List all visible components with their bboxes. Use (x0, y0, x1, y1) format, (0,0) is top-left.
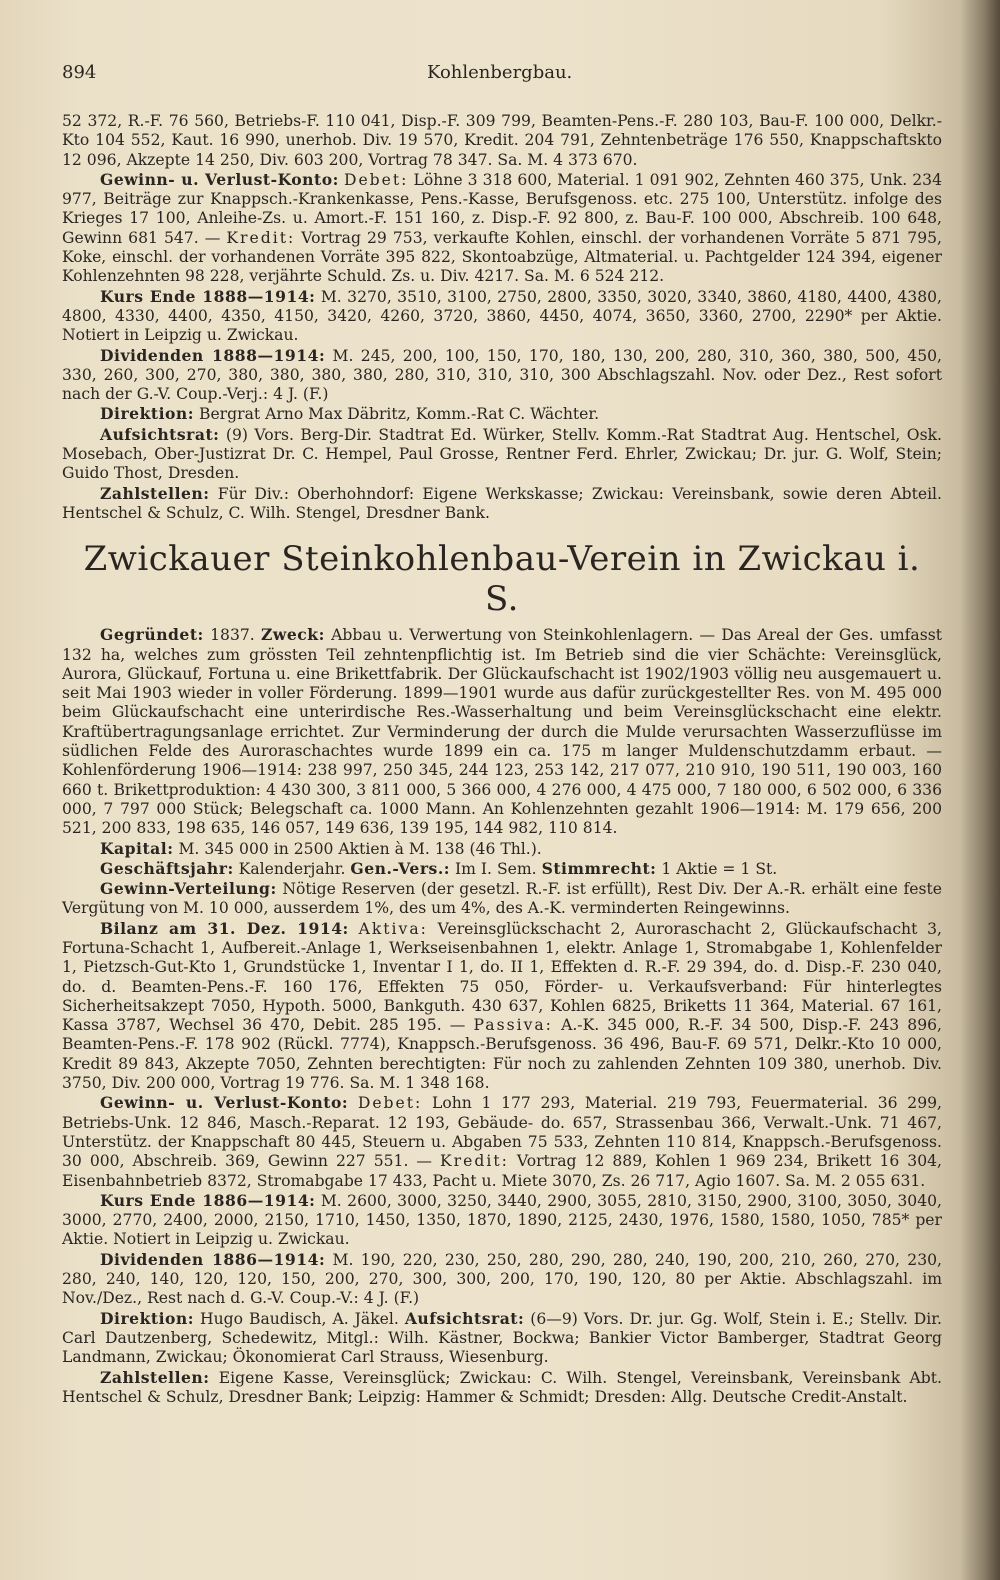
gvk-label: Gewinn- u. Verlust-Konto: (100, 1093, 349, 1113)
kurs-label: Kurs Ende 1886—1914: (100, 1190, 316, 1210)
gewinn-verteilung-label: Gewinn-Verteilung: (100, 879, 277, 899)
prev-gv-kredit: Kredit: (226, 228, 296, 247)
company-gewinn-verlust (62, 1093, 942, 1190)
page-content (62, 112, 942, 1407)
prev-ar-text: (9) Vors. Berg-Dir. Stadtrat Ed. Würker, Stellv. Komm.-Rat Stadtrat Aug. Hentschel, Osk. Mosebach, Ober-Justizrat Dr. C. Hempel, Paul Grosse, Rentner Ferd. Ehrler, Zwickau; Dr. jur. G. Wolf, Stein; Guido Thost, Dresden. (62, 425, 942, 483)
prev-kurs (62, 287, 942, 346)
prev-gv-debet: Debet: (343, 170, 409, 189)
prev-gv-label: Gewinn- u. Verlust-Konto: (100, 169, 339, 189)
stimmrecht-text: 1 Aktie = 1 St. (661, 859, 778, 878)
company-direktion (62, 1309, 942, 1368)
dividenden-label: Dividenden 1886—1914: (100, 1249, 326, 1269)
company-bilanz (62, 919, 942, 1094)
gen-vers-label: Gen.-Vers.: (350, 858, 451, 878)
bilanz-passiva-label: Passiva: (473, 1016, 553, 1035)
bilanz-aktiva-label: Aktiva: (358, 919, 428, 938)
prev-balance-continuation (62, 112, 942, 170)
prev-gv-text2: Vortrag 29 753, verkaufte Kohlen, einschl. der vorhandenen Vorräte 5 871 795, Koke, einschl. der vorhandenen Vorräte 395 822, Skontoabzüge, Altmaterial. u. Pachtgelder 124 394, eigener Kohlenzehnten 98 228, verjährte Schuld. Zs. u. Div. 4217. Sa. M. 6 524 212. (62, 228, 942, 286)
page-number: 894 (62, 62, 97, 83)
prev-zs-text: Für Div.: Oberhohndorf: Eigene Werkskasse; Zwickau: Vereinsbank, sowie deren Abteil. Hentschel & Schulz, C. Wilh. Stengel, Dresdner Bank. (62, 484, 942, 522)
prev-dir-text: Bergrat Arno Max Däbritz, Komm.-Rat C. Wächter. (198, 405, 600, 424)
kurs-text: M. 2600, 3000, 3250, 3440, 2900, 3055, 2810, 3150, 2900, 3100, 3050, 3040, 3000, 2770, 2400, 2000, 2150, 1710, 1450, 1350, 1870, 1890, 2125, 2430, 1976, 1580, 1580, 1050, 785* per Aktie. Notiert in Leipzig u. Zwickau. (62, 1191, 942, 1249)
zweck-text: Abbau u. Verwertung von Steinkohlenlagern. — Das Areal der Ges. umfasst 132 ha, welches zum grössten Teil zehntenpflichtig ist. Im Betrieb sind die vier Schächte: Vereinsglück, Aurora, Glückauf, Fortuna u. eine Brikettfabrik. Der Glückaufschacht ist 1902/1903 völlig neu ausgemauert u. seit Mai 1903 wieder in voller Förderung. 1899—1901 wurde aus dafür zurückgestellter Res. von M. 495 000 beim Glückaufschacht eine unterirdische Res.-Wasserhaltung und beim Vereinsglückschacht eine elektr. Kraftübertragungsanlage errichtet. Zur Verminderung der durch die Mulde verursachten Wasserzuflüsse im südlichen Felde des Auroraschachtes wurde 1899 ein ca. 175 m langer Muldenschutzdamm erbaut. — Kohlenförderung 1906—1914: 238 997, 250 345, 244 123, 253 142, 217 077, 210 910, 190 511, 190 003, 160 660 t. Brikettproduktion: 4 430 300, 3 811 000, 5 366 000, 4 276 000, 4 475 000, 7 180 000, 6 502 000, 6 336 000, 7 797 000 Stück; Belegschaft ca. 1000 Mann. An Kohlenzehnten gezahlt 1906—1914: M. 179 656, 200 521, 200 833, 198 635, 146 057, 149 636, 139 195, 144 982, 110 814. (62, 626, 942, 838)
company-zahlstellen (62, 1368, 942, 1408)
company-zweck (62, 625, 942, 838)
prev-gv-text1: Löhne 3 318 600, Material. 1 091 902, Zehnten 460 375, Unk. 234 977, Beiträge zur Knappsch.-Krankenkasse, Pens.-Kasse, Berufsgenoss. etc. 275 100, Unterstütz. infolge des Krieges 17 100, Anleihe-Zs. u. Amort.-F. 151 160, z. Disp.-F. 92 800, z. Bau-F. 100 000, Abschreib. 100 648, Gewinn 681 547. — (62, 170, 942, 247)
direktion-text: Hugo Baudisch, A. Jäkel. (200, 1309, 399, 1328)
gegruendet-label: Gegründet: (100, 625, 204, 645)
geschaeftsjahr-label: Geschäftsjahr: (100, 858, 234, 878)
gewinn-verteilung-text: Nötige Reserven (der gesetzl. R.-F. ist erfüllt), Rest Div. Der A.-R. erhält eine feste Vergütung von M. 10 000, ausserdem 1%, des um 4%, des A.-K. verminderten Reingewinns. (62, 880, 942, 918)
prev-aufsichtsrat (62, 425, 942, 484)
prev-zahlstellen (62, 484, 942, 524)
gegruendet-year: 1837. (210, 626, 255, 645)
prev-dividenden (62, 346, 942, 405)
prev-dir-label: Direktion: (100, 404, 195, 424)
direktion-label: Direktion: (100, 1308, 195, 1328)
gvk-kredit-label: Kredit: (440, 1152, 509, 1171)
stimmrecht-label: Stimmrecht: (541, 858, 657, 878)
gvk-debet-text: Lohn 1 177 293, Material. 219 793, Feuermaterial. 36 299, Betriebs-Unk. 12 846, Masch.-Reparat. 12 193, Gebäude- do. 657, Strassenbau 366, Verwalt.-Unk. 71 467, Unterstütz. der Knappschaft 80 445, Steuern u. Abgaben 75 533, Zehnten 110 814, Knappsch.-Berufsgenoss. 30 000, Abschreib. 369, Gewinn 227 551. — (62, 1094, 943, 1171)
bilanz-aktiva-text: Vereinsglückschacht 2, Auroraschacht 2, Glückaufschacht 3, Fortuna-Schacht 1, Aufbereit.-Anlage 1, Werkseisenbahnen 1, elektr. Anlage 1, Stromabgabe 1, Kohlenfelder 1, Pietzsch-Gut-Kto 1, Grundstücke 1, Inventar I 1, do. II 1, Effekten d. R.-F. 29 394, do. d. Disp.-F. 230 040, do. d. Beamten-Pens.-F. 160 176, Effekten 75 050, Förder- u. Verkaufsverband: Für hinterlegtes Sicherheitsakzept 7050, Hypoth. 5000, Bankguth. 430 637, Kohlen 6825, Briketts 11 364, Material. 67 161, Kassa 3787, Wechsel 36 470, Debit. 285 195. — (62, 919, 942, 1035)
company-title: Zwickauer Steinkohlenbau-Verein in Zwickau i. S. (83, 539, 921, 620)
kapital-text: M. 345 000 in 2500 Aktien à M. 138 (46 Thl.). (178, 839, 542, 858)
company-dividenden (62, 1250, 942, 1309)
geschaeftsjahr-text: Kalenderjahr. (238, 859, 346, 878)
running-title: Kohlenbergbau. (427, 62, 573, 83)
company-geschaeftsjahr (62, 859, 942, 879)
zahlstellen-label: Zahlstellen: (100, 1367, 210, 1387)
prev-kurs-text: M. 3270, 3510, 3100, 2750, 2800, 3350, 3020, 3340, 3860, 4180, 4400, 4380, 4800, 4330, 4400, 4350, 4150, 3420, 4260, 3720, 3860, 4450, 4074, 3650, 3360, 2700, 2290* per Aktie. Notiert in Leipzig u. Zwickau. (62, 287, 942, 345)
prev-div-label: Dividenden 1888—1914: (100, 345, 326, 365)
prev-div-text: M. 245, 200, 100, 150, 170, 180, 130, 200, 280, 310, 360, 380, 500, 450, 330, 260, 300, 270, 380, 380, 380, 380, 280, 310, 310, 310, 300 Abschlagszahl. Nov. oder Dez., Rest sofort nach der G.-V. Coup.-Verj.: 4 J. (F.) (62, 346, 942, 404)
zahlstellen-text: Eigene Kasse, Vereinsglück; Zwickau: C. Wilh. Stengel, Vereinsbank, Vereinsbank Abt. Hentschel & Schulz, Dresdner Bank; Leipzig: Hammer & Schmidt; Dresden: Allg. Deutsche Credit-Anstalt. (62, 1368, 942, 1406)
company-gewinn-verteilung (62, 879, 942, 919)
prev-kurs-label: Kurs Ende 1888—1914: (100, 286, 316, 306)
prev-direktion (62, 404, 942, 424)
zweck-label: Zweck: (261, 625, 325, 645)
aufsichtsrat-text: (6—9) Vors. Dr. jur. Gg. Wolf, Stein i. E.; Stellv. Dir. Carl Dautzenberg, Schedewitz, Mitgl.: Wilh. Kästner, Bockwa; Bankier Victor Bamberger, Stadtrat Georg Landmann, Zwickau; Ökonomierat Carl Strauss, Wiesenburg. (62, 1309, 942, 1367)
prev-ar-label: Aufsichtsrat: (100, 424, 220, 444)
company-kapital (62, 839, 942, 859)
gen-vers-text: Im I. Sem. (454, 859, 537, 878)
gvk-kredit-text: Vortrag 12 889, Kohlen 1 969 234, Brikett 16 304, Eisenbahnbetrieb 8372, Stromabgabe 17 433, Pacht u. Miete 3070, Zs. 26 717, Agio 1607. Sa. M. 2 055 631. (62, 1152, 942, 1190)
prev-balance-text: 52 372, R.-F. 76 560, Betriebs-F. 110 041, Disp.-F. 309 799, Beamten-Pens.-F. 280 103, Bau-F. 100 000, Delkr.-Kto 104 552, Kaut. 16 990, unerhob. Div. 19 570, Kredit. 204 791, Zehntenbeträge 176 550, Knappschaftskto 12 096, Akzepte 14 250, Div. 603 200, Vortrag 78 347. Sa. M. 4 373 670. (62, 112, 942, 169)
page-edge-shadow (960, 0, 1000, 1580)
company-kurs (62, 1191, 942, 1250)
page-header (62, 62, 942, 90)
kapital-label: Kapital: (100, 838, 174, 858)
bilanz-passiva-text: A.-K. 345 000, R.-F. 34 500, Disp.-F. 243 896, Beamten-Pens.-F. 178 902 (Rückl. 7774), Knappsch.-Berufsgenoss. 36 496, Bau-F. 69 571, Delkr.-Kto 10 000, Kredit 89 843, Akzepte 7050, Zehnten berechtigten: Für noch zu zahlenden Zehnten 109 380, unerhob. Div. 3750, Div. 200 000, Vortrag 19 776. Sa. M. 1 348 168. (62, 1016, 942, 1093)
aufsichtsrat-label: Aufsichtsrat: (404, 1308, 525, 1328)
gvk-debet-label: Debet: (357, 1094, 423, 1113)
dividenden-text: M. 190, 220, 230, 250, 280, 290, 280, 240, 190, 200, 210, 260, 270, 230, 280, 240, 140, 120, 120, 150, 200, 270, 300, 300, 200, 170, 190, 120, 80 per Aktie. Abschlagszahl. im Nov./Dez., Rest nach d. G.-V. Coup.-V.: 4 J. (F.) (62, 1250, 942, 1308)
prev-profit-loss (62, 170, 942, 287)
bilanz-label: Bilanz am 31. Dez. 1914: (100, 918, 349, 938)
prev-zs-label: Zahlstellen: (100, 483, 210, 503)
